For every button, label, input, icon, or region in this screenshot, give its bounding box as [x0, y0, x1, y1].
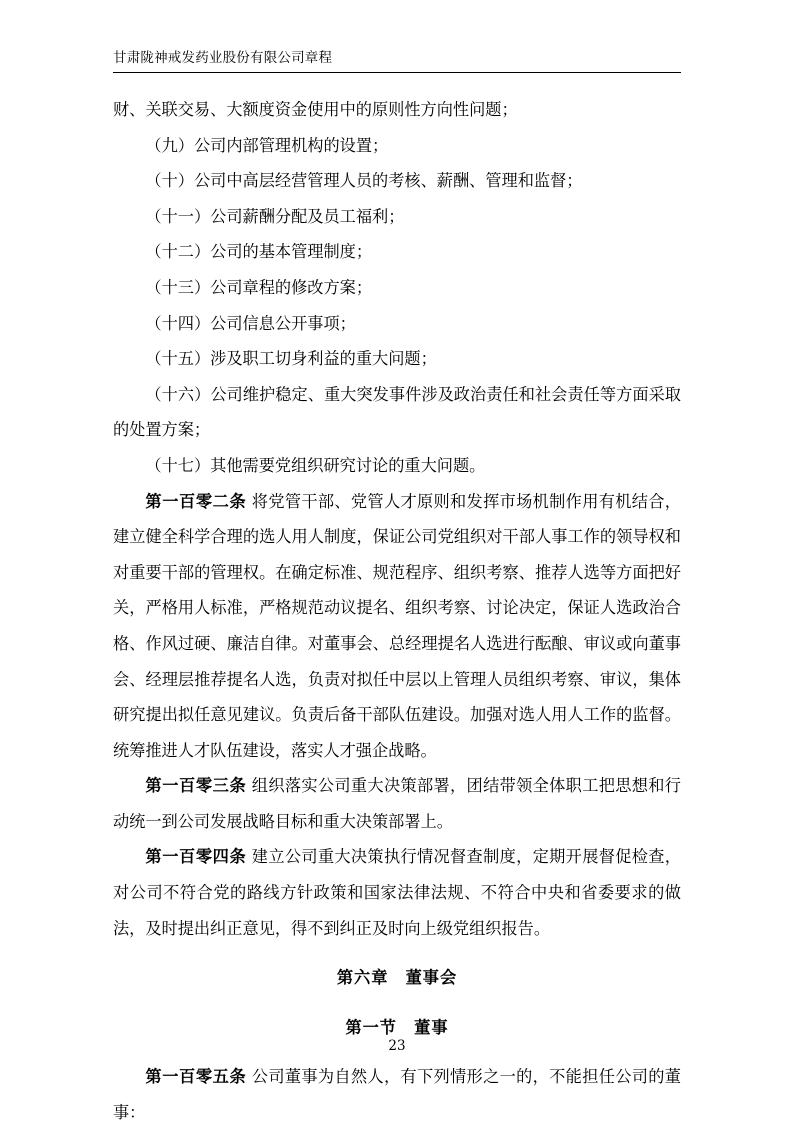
- article-102: [113, 484, 681, 769]
- article-104: [113, 839, 681, 946]
- chapter-heading: 第六章 董事会: [336, 968, 458, 988]
- document-body: [113, 92, 681, 1122]
- spacer-before-chapter: [113, 946, 681, 960]
- section-heading: 第一节 董事: [345, 1017, 449, 1037]
- page-header: 甘肃陇神戒发药业股份有限公司章程: [113, 50, 333, 66]
- header-divider: [113, 72, 681, 73]
- paragraph-continued: 财、关联交易、大额度资金使用中的原则性方向性问题；: [113, 100, 518, 119]
- list-item-12: （十二）公司的基本管理制度；: [145, 242, 373, 262]
- article-103-text: 组织落实公司重大决策部署，团结带领全体职工把思想和行动统一到公司发展战略目标和重大决策部署上。: [113, 776, 681, 831]
- article-103-label: 第一百零三条: [145, 776, 247, 796]
- article-103: [113, 768, 681, 839]
- article-104-text: 建立公司重大决策执行情况督查制度，定期开展督促检查，对公司不符合党的路线方针政策和国家法律法规、不符合中央和省委要求的做法，及时提出纠正意见，得不到纠正及时向上级党组织报告。: [113, 847, 681, 938]
- page-number: 23: [388, 1038, 406, 1054]
- article-105-text: 公司董事为自然人，有下列情形之一的，不能担任公司的董事：: [113, 1067, 681, 1122]
- list-item-17: （十七）其他需要党组织研究讨论的重大问题。: [145, 455, 486, 475]
- article-105-label: 第一百零五条: [145, 1067, 247, 1087]
- list-item-13: （十三）公司章程的修改方案；: [145, 277, 373, 297]
- page-content: [113, 0, 681, 1122]
- list-item-16: （十六）公司维护稳定、重大突发事件涉及政治责任和社会责任等方面采取的处置方案；: [113, 384, 681, 440]
- article-105: [113, 1059, 681, 1122]
- list-item-11: （十一）公司薪酬分配及员工福利；: [145, 206, 405, 226]
- list-item-15: （十五）涉及职工切身利益的重大问题；: [145, 349, 437, 369]
- list-item-9: （九）公司内部管理机构的设置；: [145, 135, 389, 155]
- list-item-10: （十）公司中高层经营管理人员的考核、薪酬、管理和监督；: [145, 171, 583, 191]
- list-item-14: （十四）公司信息公开事项；: [145, 313, 356, 333]
- article-102-text: 将党管干部、党管人才原则和发挥市场机制作用有机结合，建立健全科学合理的选人用人制度，保证公司党组织对干部人事工作的领导权和对重要干部的管理权。在确定标准、规范程序、组织考察、推荐人选等方面把好关，严格用人标准，严格规范动议提名、组织考察、讨论决定，保证人选政治合格、作风过硬、廉洁自律。对董事会、总经理提名人选进行酝酿、审议或向董事会、经理层推荐提名人选，负责对拟任中层以上管理人员组织考察、审议，集体研究提出拟任意见建议。负责后备干部队伍建设。加强对选人用人工作的监督。统筹推进人才队伍建设，落实人才强企战略。: [113, 491, 681, 760]
- article-102-label: 第一百零二条: [145, 491, 247, 511]
- article-104-label: 第一百零四条: [145, 847, 247, 867]
- spacer-between-headings: [113, 996, 681, 1010]
